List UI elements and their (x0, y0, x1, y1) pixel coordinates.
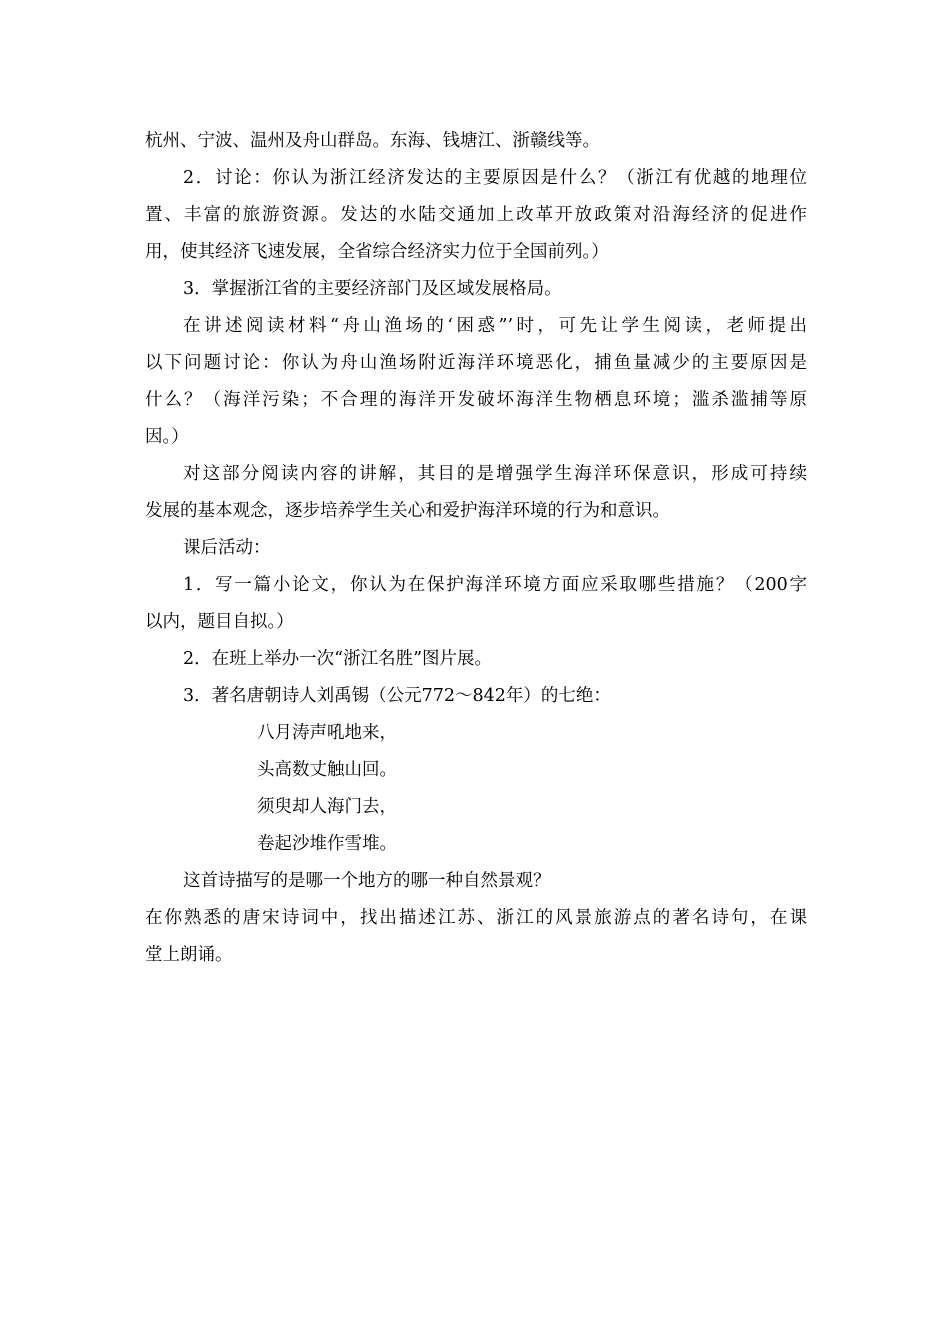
text-line: 3．掌握浙江省的主要经济部门及区域发展格局。 (183, 279, 562, 299)
text-line: 3．著名唐朝诗人刘禹锡（公元772～842年）的七绝： (183, 686, 611, 706)
text-line: 杭州、宁波、温州及舟山群岛。东海、钱塘江、浙赣线等。 (145, 131, 600, 151)
text-line: 课后活动： (183, 538, 271, 558)
text-line: 置、丰富的旅游资源。发达的水陆交通加上改革开放政策对沿海经济的促进作 (145, 205, 807, 225)
poem-line: 卷起沙堆作雪堆。 (257, 834, 397, 854)
text-line: 1．写一篇小论文，你认为在保护海洋环境方面应采取哪些措施？（200字 (183, 575, 807, 595)
text-line: 在讲述阅读材料“舟山渔场的‘困惑”’时，可先让学生阅读，老师提出 (183, 316, 807, 336)
text-line: 因。） (145, 427, 189, 447)
poem-line: 须臾却人海门去， (257, 797, 397, 817)
text-line: 堂上朗诵。 (145, 945, 233, 965)
text-line: 以下问题讨论：你认为舟山渔场附近海洋环境恶化，捕鱼量减少的主要原因是 (145, 353, 807, 373)
text-line: 2．在班上举办一次“浙江名胜”图片展。 (183, 649, 493, 669)
text-line: 在你熟悉的唐宋诗词中，找出描述江苏、浙江的风景旅游点的著名诗句，在课 (145, 908, 807, 928)
poem-line: 头高数丈触山回。 (257, 760, 397, 780)
text-line: 以内，题目自拟。） (145, 612, 294, 632)
text-line: 用，使其经济飞速发展，全省综合经济实力位于全国前列。） (145, 242, 609, 262)
document-body (145, 123, 807, 974)
text-line: 发展的基本观念，逐步培养学生关心和爱护海洋环境的行为和意识。 (145, 501, 670, 521)
text-line: 什么？（海洋污染；不合理的海洋开发破坏海洋生物栖息环境；滥杀滥捕等原 (145, 390, 807, 410)
text-line: 2．讨论：你认为浙江经济发达的主要原因是什么？（浙江有优越的地理位 (183, 168, 807, 188)
poem-line: 八月涛声吼地来， (257, 723, 397, 743)
text-line: 对这部分阅读内容的讲解，其目的是增强学生海洋环保意识，形成可持续 (183, 464, 807, 484)
text-line: 这首诗描写的是哪一个地方的哪一种自然景观？ (183, 871, 551, 891)
